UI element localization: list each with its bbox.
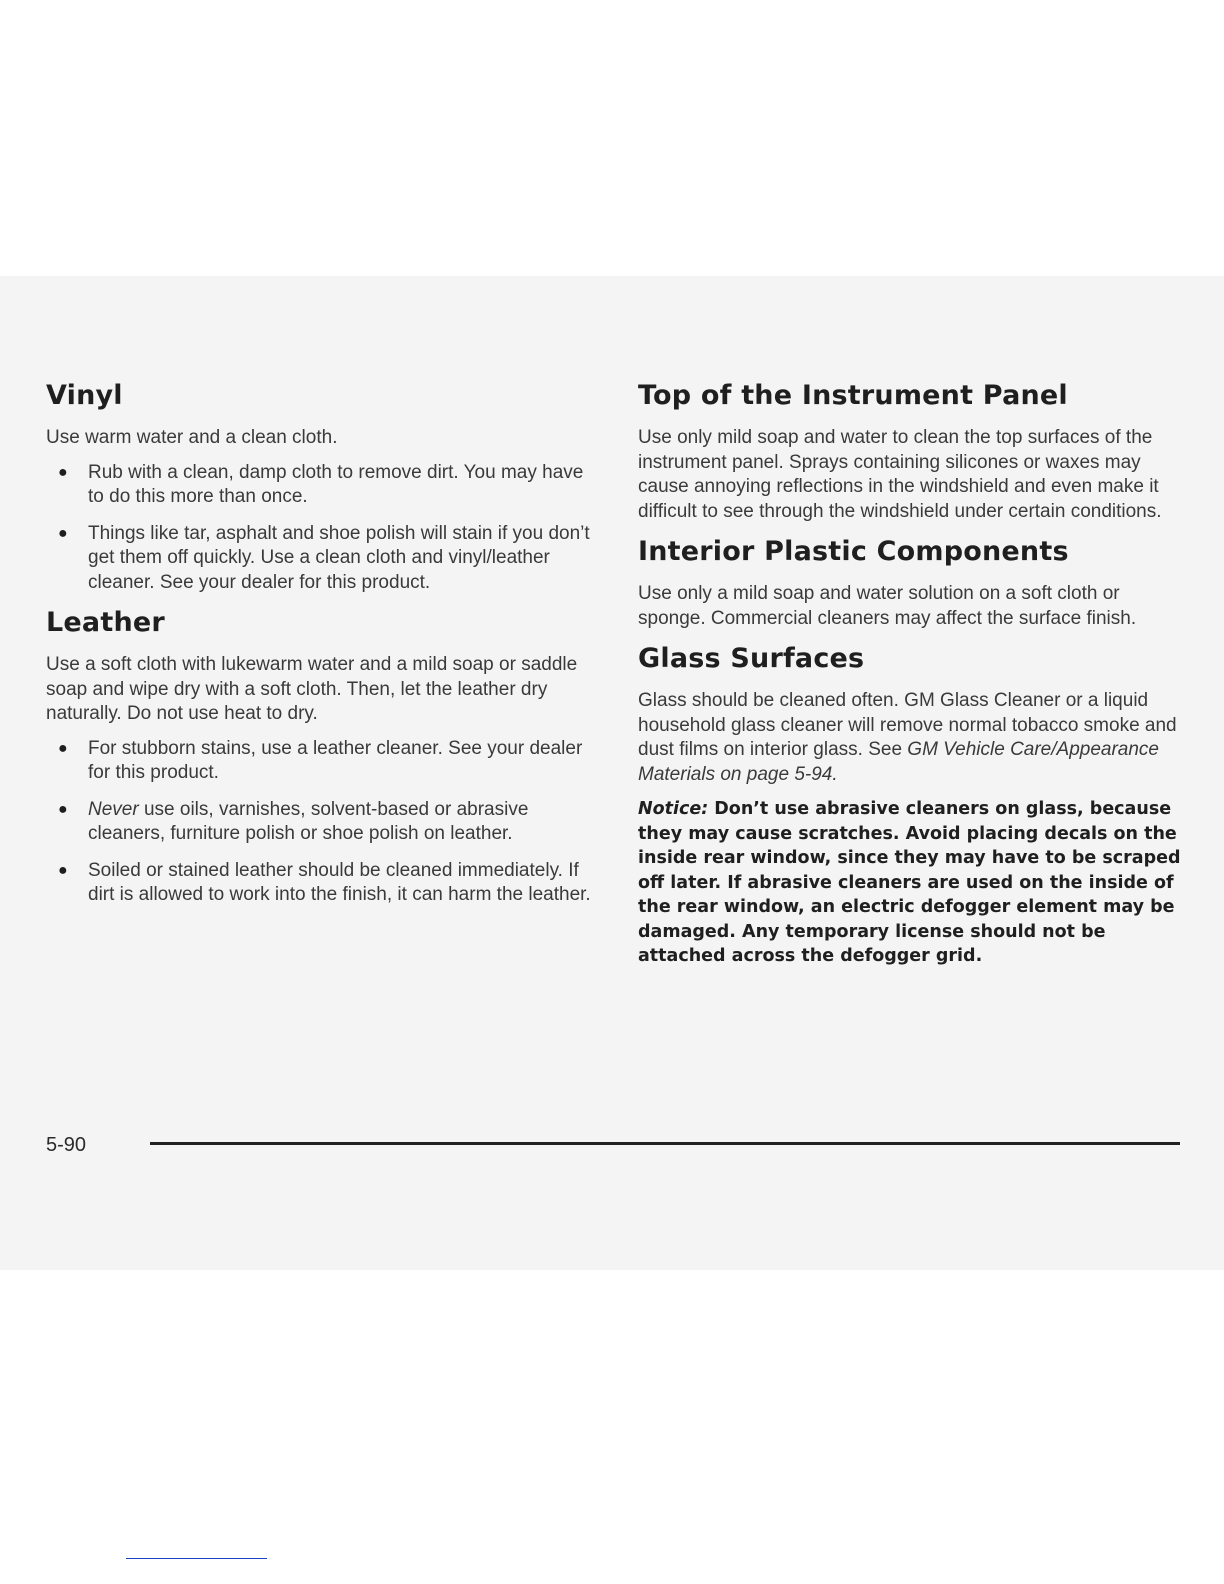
list-item-text: Things like tar, asphalt and shoe polish will stain if you don’t get them off quickly. Use a clean cloth and vinyl/leather cleaner. See your dealer for this product. — [88, 522, 590, 593]
bullet-icon: ● — [58, 739, 68, 757]
glass-surfaces-body — [638, 689, 1186, 787]
list-item-text: use oils, varnishes, solvent-based or abrasive cleaners, furniture polish or shoe polish on leather. — [88, 798, 529, 844]
list-item-text: Rub with a clean, damp cloth to remove dirt. You may have to do this more than once. — [88, 461, 584, 507]
vinyl-heading: Vinyl — [46, 380, 123, 411]
footer-rule — [150, 1142, 1180, 1145]
leather-intro: Use a soft cloth with lukewarm water and a mild soap or saddle soap and wipe dry with a soft cloth. Then, let the leather dry naturally. Do not use heat to dry. — [46, 654, 578, 724]
list-item — [46, 859, 601, 908]
page-number: 5-90 — [46, 1134, 87, 1156]
list-item — [46, 737, 601, 786]
emphasis-text: Never — [88, 798, 139, 820]
list-item — [46, 461, 601, 510]
notice-label: Notice: — [638, 799, 709, 819]
plastic-components-heading: Interior Plastic Components — [638, 536, 1069, 567]
page-reference: GM Vehicle Care/Appearance Materials on page 5-94. — [638, 739, 1160, 785]
notice-text: Don’t use abrasive cleaners on glass, because they may cause scratches. Avoid placing decals on the inside rear window, since they may have to be scraped off later. If abrasive cleaners are used on the inside of the rear window, an electric defogger element may be damaged. Any temporary license should not be attached across the defogger grid. — [638, 799, 1181, 966]
glass-surfaces-heading: Glass Surfaces — [638, 643, 865, 674]
bullet-icon: ● — [58, 524, 68, 542]
right-column — [638, 380, 1186, 979]
vinyl-bullet-list — [46, 461, 601, 596]
vinyl-intro: Use warm water and a clean cloth. — [46, 427, 338, 448]
glass-body-text: Glass should be cleaned often. GM Glass Cleaner or a liquid household glass cleaner will remove normal tobacco smoke and dust films on interior glass. See — [638, 690, 1177, 760]
list-item-text: For stubborn stains, use a leather cleaner. See your dealer for this product. — [88, 737, 583, 783]
notice-paragraph — [638, 797, 1186, 969]
bullet-icon: ● — [58, 800, 68, 818]
list-item-text: Soiled or stained leather should be cleaned immediately. If dirt is allowed to work into the finish, it can harm the leather. — [88, 859, 591, 905]
bullet-icon: ● — [58, 861, 68, 879]
list-item — [46, 522, 601, 596]
left-column — [46, 380, 601, 920]
leather-heading: Leather — [46, 607, 165, 638]
plastic-components-body: Use only a mild soap and water solution on a soft cloth or sponge. Commercial cleaners may affect the surface finish. — [638, 583, 1137, 629]
instrument-panel-heading: Top of the Instrument Panel — [638, 380, 1068, 411]
list-item — [46, 798, 601, 847]
divider — [126, 1558, 267, 1559]
bullet-icon: ● — [58, 463, 68, 481]
leather-bullet-list — [46, 737, 601, 908]
instrument-panel-body: Use only mild soap and water to clean the top surfaces of the instrument panel. Sprays containing silicones or waxes may cause annoying reflections in the windshield and even make it difficult to see through the windshield under certain conditions. — [638, 427, 1162, 522]
